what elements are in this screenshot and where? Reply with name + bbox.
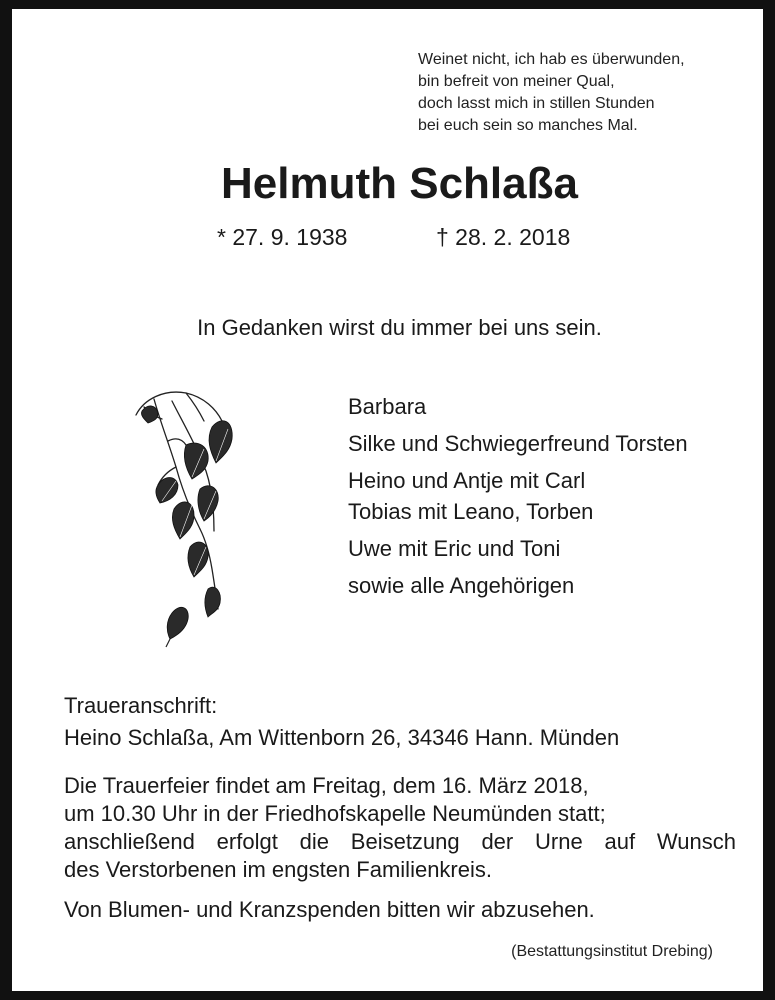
- service-line: anschließend erfolgt die Beisetzung der Urne auf Wunsch: [64, 829, 736, 854]
- address-label: Traueranschrift:: [64, 693, 218, 718]
- flowers-note: Von Blumen- und Kranzspenden bitten wir abzusehen.: [64, 897, 595, 922]
- service-line: Die Trauerfeier findet am Freitag, dem 16. März 2018,: [64, 773, 589, 798]
- family-member: Uwe mit Eric und Toni: [348, 536, 561, 561]
- funeral-home: (Bestattungsinstitut Drebing): [511, 943, 713, 960]
- poem: [418, 49, 685, 137]
- deceased-name: Helmuth Schlaßa: [221, 159, 578, 208]
- address-text: Heino Schlaßa, Am Wittenborn 26, 34346 Hann. Münden: [64, 725, 620, 750]
- family-member: Heino und Antje mit Carl: [348, 468, 586, 493]
- service-line: um 10.30 Uhr in der Friedhofskapelle Neumünden statt;: [64, 801, 606, 826]
- service-line: des Verstorbenen im engsten Familienkreis.: [64, 857, 492, 882]
- family-member: sowie alle Angehörigen: [348, 573, 575, 598]
- poem-line: bin befreit von meiner Qual,: [418, 73, 615, 90]
- family-member: Silke und Schwiegerfreund Torsten: [348, 431, 688, 456]
- service-info: [64, 772, 736, 884]
- family-member: Tobias mit Leano, Torben: [348, 499, 594, 524]
- poem-line: doch lasst mich in stillen Stunden: [418, 95, 655, 112]
- birch-branch-icon: [124, 381, 244, 651]
- poem-line: Weinet nicht, ich hab es überwunden,: [418, 51, 685, 68]
- death-date: † 28. 2. 2018: [436, 224, 571, 250]
- motto: In Gedanken wirst du immer bei uns sein.: [197, 315, 602, 340]
- birth-date: * 27. 9. 1938: [217, 224, 348, 250]
- family-list: [348, 391, 688, 601]
- family-member: Barbara: [348, 394, 427, 419]
- poem-line: bei euch sein so manches Mal.: [418, 117, 638, 134]
